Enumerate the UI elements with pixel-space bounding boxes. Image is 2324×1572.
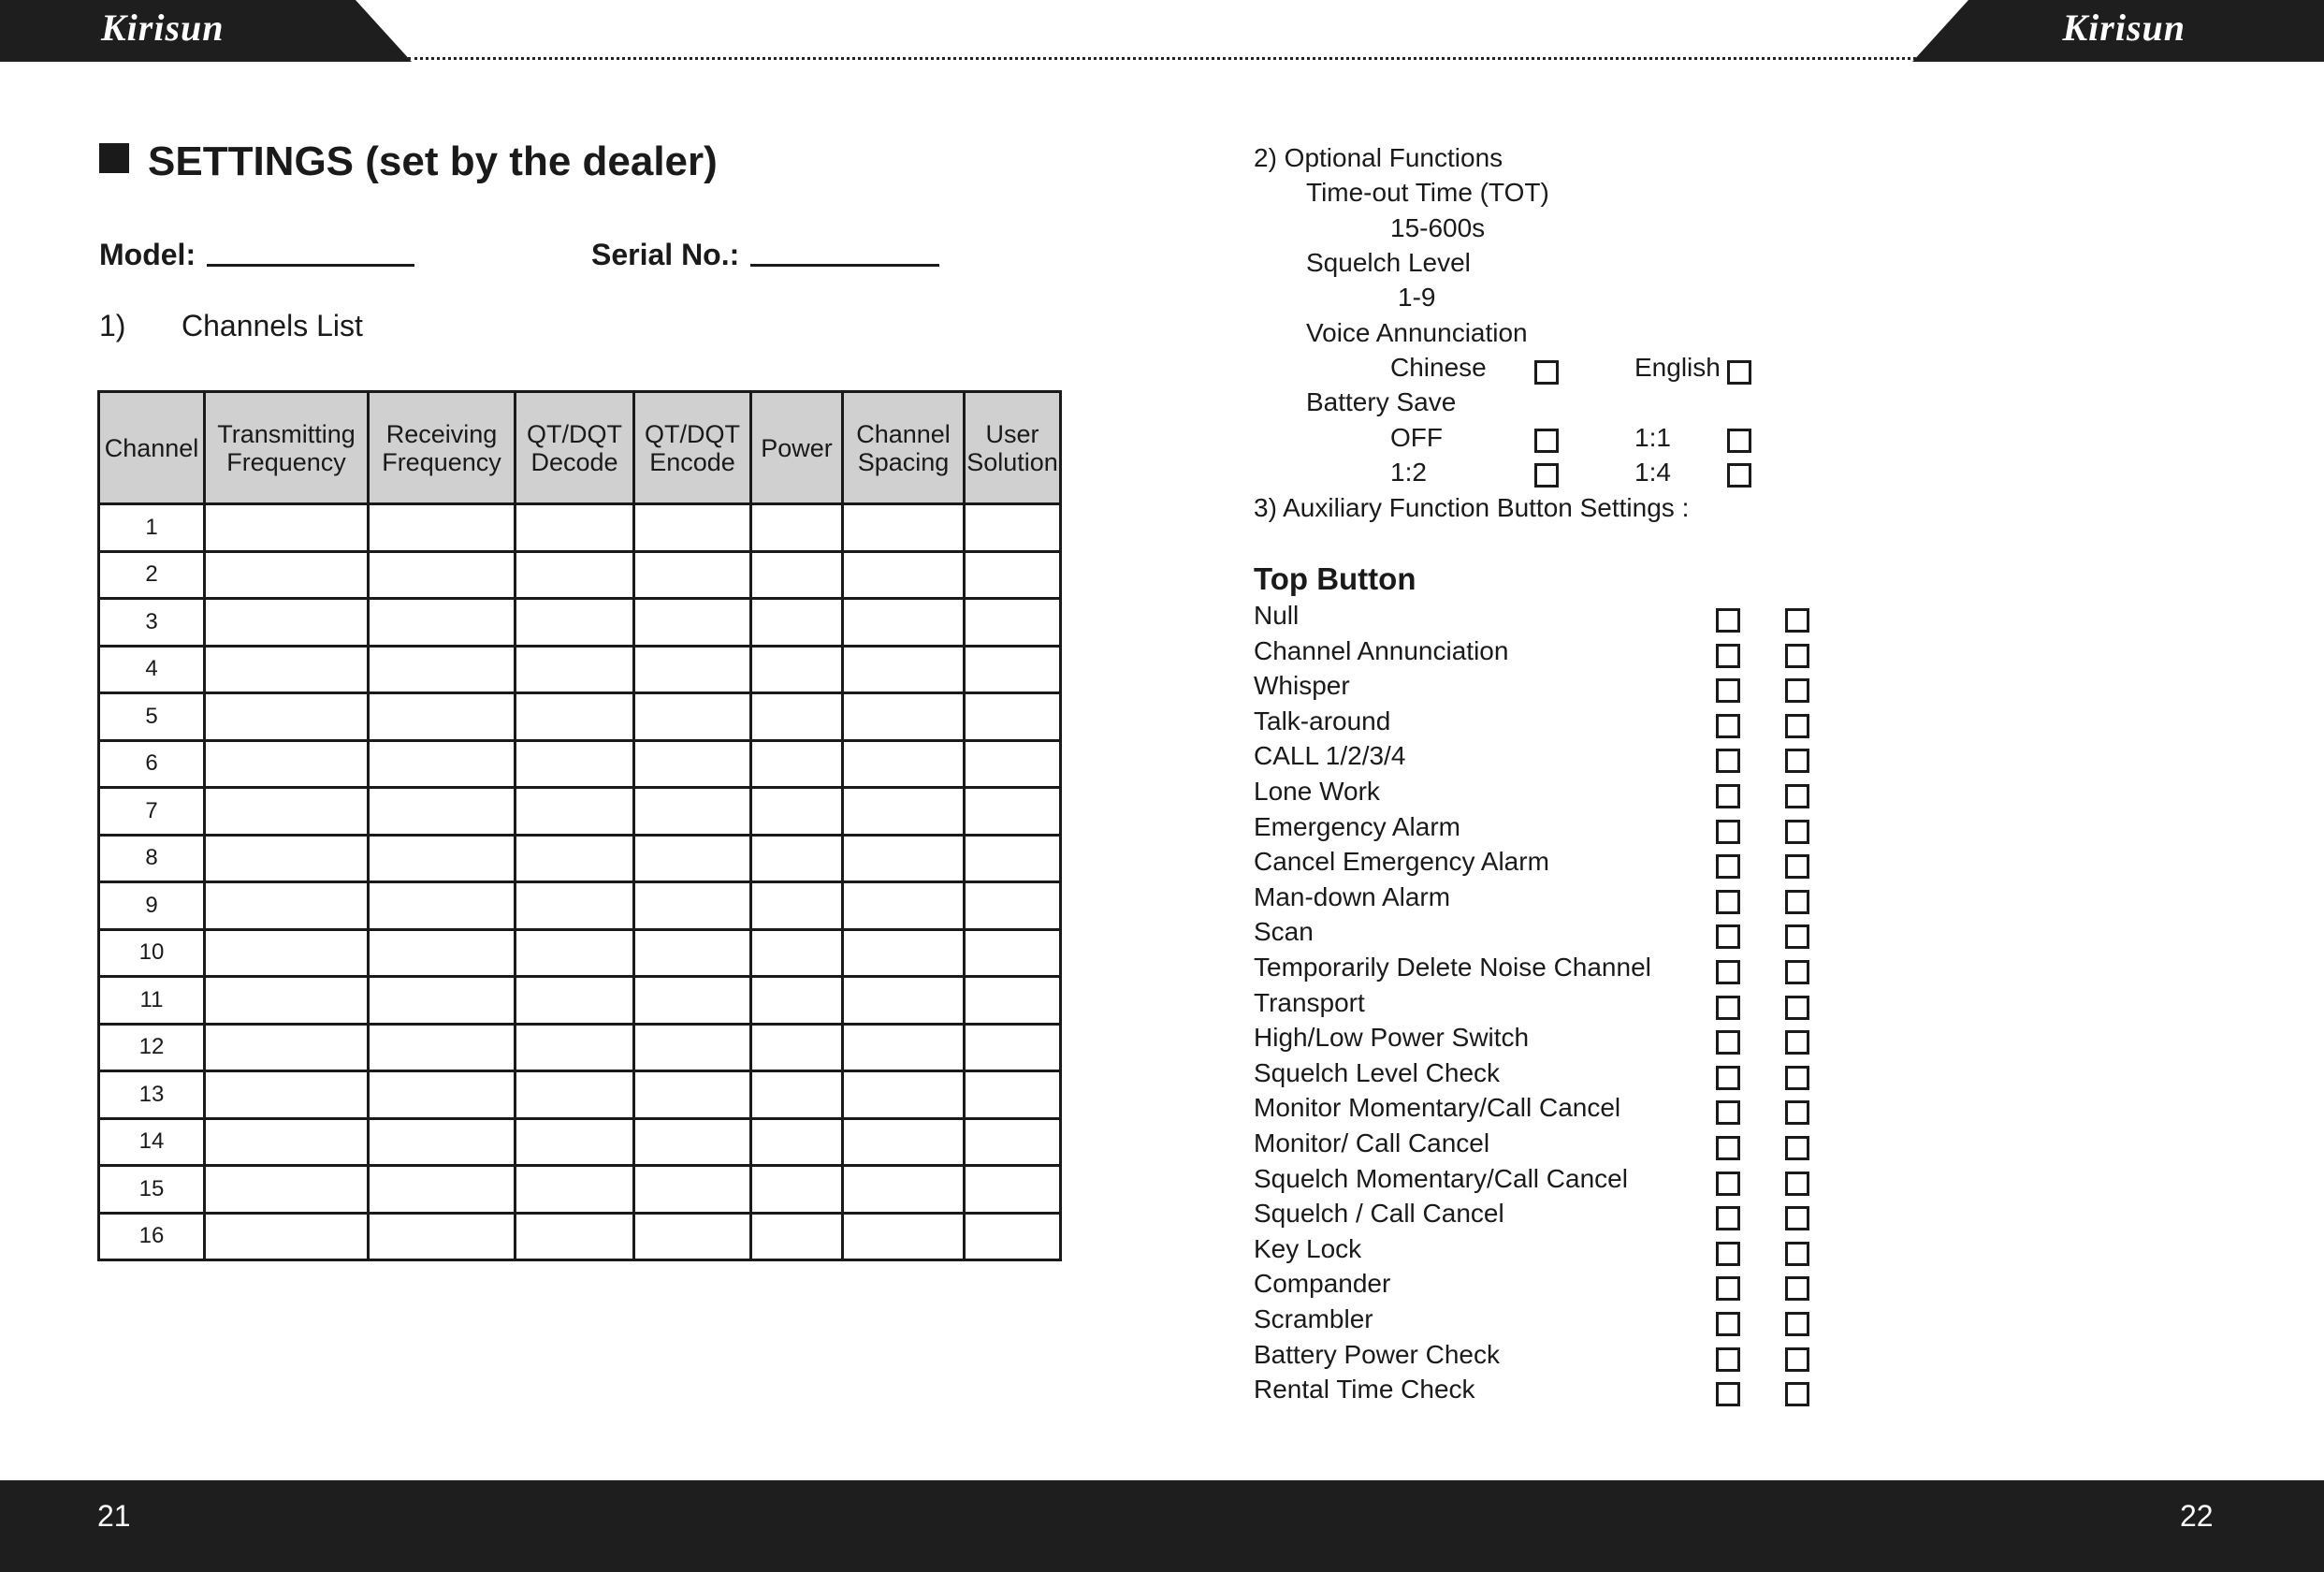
table-cell[interactable]	[634, 646, 751, 693]
table-cell[interactable]	[843, 977, 965, 1025]
top-button-item-label: Null	[1254, 601, 1300, 630]
top-button-checkbox-b[interactable]	[1785, 784, 1809, 808]
top-button-checkbox-a[interactable]	[1716, 1382, 1740, 1406]
top-button-checkbox-b[interactable]	[1785, 714, 1809, 738]
column-header: QT/DQT Encode	[634, 392, 751, 504]
table-row	[99, 835, 1061, 882]
section-1-number: 1)	[99, 309, 126, 342]
table-cell[interactable]	[205, 1213, 369, 1260]
top-button-checkbox-b[interactable]	[1785, 1172, 1809, 1196]
top-button-item-label: Lone Work	[1254, 777, 1380, 806]
top-button-checkbox-b[interactable]	[1785, 644, 1809, 668]
column-header: Receiving Frequency	[369, 392, 516, 504]
table-cell[interactable]	[965, 1118, 1061, 1166]
brand-logo-right: Kirisun	[2062, 7, 2186, 49]
table-cell[interactable]	[205, 1118, 369, 1166]
top-button-checkbox-b[interactable]	[1785, 1347, 1809, 1372]
table-header-row	[99, 392, 1061, 504]
top-button-checkbox-b[interactable]	[1785, 1276, 1809, 1301]
table-cell[interactable]	[634, 1024, 751, 1071]
top-button-checkbox-a[interactable]	[1716, 1312, 1740, 1336]
table-cell[interactable]	[843, 693, 965, 741]
table-cell[interactable]	[369, 693, 516, 741]
top-button-checkbox-a[interactable]	[1716, 1066, 1740, 1090]
table-cell[interactable]	[205, 551, 369, 599]
serial-label: Serial No.:	[591, 238, 740, 271]
serial-field	[591, 238, 939, 272]
top-button-checkbox-a[interactable]	[1716, 820, 1740, 844]
channel-number-cell: 1	[99, 504, 205, 552]
top-button-checkbox-a[interactable]	[1716, 1100, 1740, 1125]
table-cell[interactable]	[843, 835, 965, 882]
top-button-checkbox-a[interactable]	[1716, 960, 1740, 984]
voice-chinese-label: Chinese	[1390, 353, 1487, 382]
table-cell[interactable]	[634, 740, 751, 788]
top-button-item-label: Man-down Alarm	[1254, 881, 1451, 911]
top-button-item-label: Scrambler	[1254, 1304, 1373, 1333]
table-cell[interactable]	[751, 740, 843, 788]
top-button-item-label: Squelch / Call Cancel	[1254, 1199, 1504, 1229]
top-button-item-label: Whisper	[1254, 671, 1350, 701]
table-cell[interactable]	[516, 977, 634, 1025]
page-number-left: 21	[97, 1499, 131, 1533]
table-cell[interactable]	[634, 977, 751, 1025]
section-1-label: Channels List	[182, 309, 363, 342]
top-button-item-label: Squelch Momentary/Call Cancel	[1254, 1163, 1628, 1193]
table-cell[interactable]	[965, 599, 1061, 647]
table-cell[interactable]	[516, 929, 634, 977]
column-header: User Solution	[965, 392, 1061, 504]
table-cell[interactable]	[965, 977, 1061, 1025]
top-button-item-label: Squelch Level Check	[1254, 1057, 1501, 1087]
channel-number-cell: 8	[99, 835, 205, 882]
table-cell[interactable]	[634, 1071, 751, 1119]
voice-chinese-checkbox[interactable]	[1534, 360, 1559, 385]
top-button-item-label: Battery Power Check	[1254, 1339, 1500, 1369]
column-header: Channel	[99, 392, 205, 504]
table-cell[interactable]	[369, 1071, 516, 1119]
tot-label: Time-out Time (TOT)	[1306, 178, 1549, 207]
top-button-checkbox-b[interactable]	[1785, 1066, 1809, 1090]
table-cell[interactable]	[965, 504, 1061, 552]
serial-blank-line	[750, 245, 939, 267]
table-cell[interactable]	[634, 693, 751, 741]
channel-number-cell: 2	[99, 551, 205, 599]
voice-english-label: English	[1634, 353, 1721, 382]
top-button-checkbox-b[interactable]	[1785, 820, 1809, 844]
top-button-checkbox-b[interactable]	[1785, 1100, 1809, 1125]
channel-number-cell: 13	[99, 1071, 205, 1119]
table-cell[interactable]	[634, 504, 751, 552]
table-row	[99, 788, 1061, 836]
table-cell[interactable]	[843, 1071, 965, 1119]
table-cell[interactable]	[516, 551, 634, 599]
table-cell[interactable]	[516, 1071, 634, 1119]
top-button-checkbox-a[interactable]	[1716, 644, 1740, 668]
optional-functions-title: 2) Optional Functions	[1254, 143, 1503, 172]
table-cell[interactable]	[965, 1213, 1061, 1260]
top-button-checkbox-a[interactable]	[1716, 784, 1740, 808]
table-row	[99, 740, 1061, 788]
table-cell[interactable]	[965, 788, 1061, 836]
table-cell[interactable]	[369, 504, 516, 552]
table-cell[interactable]	[369, 551, 516, 599]
top-button-checkbox-b[interactable]	[1785, 854, 1809, 879]
top-button-checkbox-b[interactable]	[1785, 749, 1809, 773]
table-cell[interactable]	[965, 1166, 1061, 1214]
battery-1-1-label: 1:1	[1634, 423, 1671, 452]
table-cell[interactable]	[751, 1118, 843, 1166]
top-button-checkbox-b[interactable]	[1785, 1206, 1809, 1230]
table-cell[interactable]	[516, 882, 634, 930]
top-button-item-label: Compander	[1254, 1269, 1391, 1299]
top-button-checkbox-a[interactable]	[1716, 749, 1740, 773]
table-cell[interactable]	[516, 1024, 634, 1071]
table-cell[interactable]	[205, 835, 369, 882]
battery-save-label: Battery Save	[1306, 387, 1457, 416]
battery-off-label: OFF	[1390, 423, 1443, 452]
channel-number-cell: 3	[99, 599, 205, 647]
table-cell[interactable]	[751, 929, 843, 977]
table-cell[interactable]	[751, 504, 843, 552]
table-row	[99, 504, 1061, 552]
channel-number-cell: 14	[99, 1118, 205, 1166]
page-title	[99, 138, 718, 185]
table-cell[interactable]	[751, 551, 843, 599]
table-cell[interactable]	[205, 504, 369, 552]
top-button-item-label: Transport	[1254, 987, 1365, 1017]
table-cell[interactable]	[751, 1213, 843, 1260]
top-button-checkbox-a[interactable]	[1716, 1030, 1740, 1055]
table-cell[interactable]	[516, 599, 634, 647]
table-cell[interactable]	[634, 882, 751, 930]
table-cell[interactable]	[751, 788, 843, 836]
table-cell[interactable]	[205, 1071, 369, 1119]
table-row	[99, 1071, 1061, 1119]
table-cell[interactable]	[369, 788, 516, 836]
table-row	[99, 882, 1061, 930]
table-row	[99, 646, 1061, 693]
table-cell[interactable]	[843, 882, 965, 930]
table-cell[interactable]	[205, 1166, 369, 1214]
channel-number-cell: 7	[99, 788, 205, 836]
table-cell[interactable]	[516, 835, 634, 882]
aux-function-title: 3) Auxiliary Function Button Settings :	[1254, 493, 1690, 522]
table-row	[99, 929, 1061, 977]
top-button-item-label: Channel Annunciation	[1254, 635, 1509, 665]
table-cell[interactable]	[634, 1166, 751, 1214]
table-cell[interactable]	[369, 740, 516, 788]
column-header: Power	[751, 392, 843, 504]
table-cell[interactable]	[516, 788, 634, 836]
top-button-checkbox-b[interactable]	[1785, 1136, 1809, 1160]
channel-number-cell: 12	[99, 1024, 205, 1071]
table-cell[interactable]	[369, 835, 516, 882]
model-label: Model:	[99, 238, 196, 271]
table-cell[interactable]	[965, 1024, 1061, 1071]
top-button-checkbox-a[interactable]	[1716, 1136, 1740, 1160]
channel-number-cell: 15	[99, 1166, 205, 1214]
brand-logo-left: Kirisun	[101, 7, 225, 49]
top-button-checkbox-b[interactable]	[1785, 924, 1809, 949]
top-button-checkbox-b[interactable]	[1785, 960, 1809, 984]
top-button-item-label: High/Low Power Switch	[1254, 1023, 1530, 1053]
table-cell[interactable]	[965, 693, 1061, 741]
top-button-checkbox-a[interactable]	[1716, 890, 1740, 914]
column-header: QT/DQT Decode	[516, 392, 634, 504]
top-button-checkbox-b[interactable]	[1785, 608, 1809, 633]
table-row	[99, 1118, 1061, 1166]
table-cell[interactable]	[965, 740, 1061, 788]
column-header: Channel Spacing	[843, 392, 965, 504]
table-cell[interactable]	[751, 835, 843, 882]
table-cell[interactable]	[965, 1071, 1061, 1119]
top-button-item-label: CALL 1/2/3/4	[1254, 741, 1406, 771]
channel-number-cell: 9	[99, 882, 205, 930]
top-button-checkbox-a[interactable]	[1716, 1206, 1740, 1230]
table-cell[interactable]	[205, 929, 369, 977]
top-button-checkbox-a[interactable]	[1716, 608, 1740, 633]
top-button-item-label: Key Lock	[1254, 1233, 1362, 1263]
top-button-checkbox-a[interactable]	[1716, 1242, 1740, 1266]
table-cell[interactable]	[516, 646, 634, 693]
top-button-checkbox-a[interactable]	[1716, 1276, 1740, 1301]
table-cell[interactable]	[516, 693, 634, 741]
page-header	[0, 0, 2324, 64]
table-cell[interactable]	[634, 788, 751, 836]
table-cell[interactable]	[843, 646, 965, 693]
table-cell[interactable]	[634, 835, 751, 882]
top-button-checkbox-b[interactable]	[1785, 1242, 1809, 1266]
table-cell[interactable]	[516, 1213, 634, 1260]
table-row	[99, 1213, 1061, 1260]
top-button-checkbox-a[interactable]	[1716, 996, 1740, 1020]
page-footer	[0, 1480, 2324, 1572]
channels-table	[97, 390, 1062, 1261]
top-button-checkbox-a[interactable]	[1716, 714, 1740, 738]
table-cell[interactable]	[205, 693, 369, 741]
voice-label: Voice Annunciation	[1306, 318, 1528, 347]
table-cell[interactable]	[205, 646, 369, 693]
table-cell[interactable]	[751, 1166, 843, 1214]
table-cell[interactable]	[205, 882, 369, 930]
bullet-square-icon	[99, 143, 129, 173]
table-cell[interactable]	[516, 1166, 634, 1214]
top-button-checkbox-a[interactable]	[1716, 1172, 1740, 1196]
top-button-checkbox-a[interactable]	[1716, 1347, 1740, 1372]
table-cell[interactable]	[205, 788, 369, 836]
column-header: Transmitting Frequency	[205, 392, 369, 504]
voice-english-checkbox[interactable]	[1727, 360, 1751, 385]
battery-1-2-label: 1:2	[1390, 458, 1427, 487]
top-button-title: Top Button	[1254, 561, 1416, 596]
channel-number-cell: 10	[99, 929, 205, 977]
table-row	[99, 1166, 1061, 1214]
battery-1-4-checkbox[interactable]	[1727, 463, 1751, 488]
table-cell[interactable]	[205, 740, 369, 788]
table-cell[interactable]	[205, 599, 369, 647]
channel-number-cell: 16	[99, 1213, 205, 1260]
top-button-checkbox-b[interactable]	[1785, 1312, 1809, 1336]
top-button-item-label: Talk-around	[1254, 706, 1391, 735]
table-cell[interactable]	[369, 929, 516, 977]
table-cell[interactable]	[205, 1024, 369, 1071]
table-cell[interactable]	[369, 882, 516, 930]
table-cell[interactable]	[965, 551, 1061, 599]
table-cell[interactable]	[751, 977, 843, 1025]
table-cell[interactable]	[843, 1024, 965, 1071]
top-button-checkbox-b[interactable]	[1785, 1382, 1809, 1406]
table-cell[interactable]	[369, 977, 516, 1025]
table-cell[interactable]	[843, 1166, 965, 1214]
channel-number-cell: 4	[99, 646, 205, 693]
table-row	[99, 977, 1061, 1025]
table-cell[interactable]	[369, 646, 516, 693]
table-cell[interactable]	[369, 1213, 516, 1260]
top-button-item-label: Monitor/ Call Cancel	[1254, 1128, 1490, 1157]
table-cell[interactable]	[843, 929, 965, 977]
top-button-checkbox-b[interactable]	[1785, 1030, 1809, 1055]
top-button-item-label: Emergency Alarm	[1254, 811, 1460, 841]
table-cell[interactable]	[751, 1024, 843, 1071]
top-button-checkbox-a[interactable]	[1716, 678, 1740, 703]
top-button-item-label: Monitor Momentary/Call Cancel	[1254, 1093, 1621, 1123]
channel-number-cell: 5	[99, 693, 205, 741]
channel-number-cell: 6	[99, 740, 205, 788]
table-cell[interactable]	[965, 835, 1061, 882]
battery-1-2-checkbox[interactable]	[1534, 463, 1559, 488]
table-cell[interactable]	[634, 929, 751, 977]
top-button-item-label: Temporarily Delete Noise Channel	[1254, 953, 1651, 982]
table-cell[interactable]	[205, 977, 369, 1025]
channel-number-cell: 11	[99, 977, 205, 1025]
table-cell[interactable]	[965, 882, 1061, 930]
table-cell[interactable]	[369, 1024, 516, 1071]
table-row	[99, 599, 1061, 647]
top-button-item-label: Rental Time Check	[1254, 1375, 1475, 1405]
table-cell[interactable]	[843, 740, 965, 788]
battery-1-1-checkbox[interactable]	[1727, 429, 1751, 453]
top-button-checkbox-a[interactable]	[1716, 924, 1740, 949]
page-number-right: 22	[2180, 1499, 2214, 1533]
table-cell[interactable]	[965, 646, 1061, 693]
table-cell[interactable]	[843, 1213, 965, 1260]
battery-1-4-label: 1:4	[1634, 458, 1671, 487]
table-cell[interactable]	[634, 551, 751, 599]
top-button-checkbox-a[interactable]	[1716, 854, 1740, 879]
table-cell[interactable]	[634, 599, 751, 647]
table-cell[interactable]	[751, 882, 843, 930]
table-row	[99, 1024, 1061, 1071]
table-cell[interactable]	[843, 788, 965, 836]
model-blank-line	[207, 245, 414, 267]
table-cell[interactable]	[516, 740, 634, 788]
table-cell[interactable]	[751, 1071, 843, 1119]
table-cell[interactable]	[843, 1118, 965, 1166]
page-title-text: SETTINGS (set by the dealer)	[148, 138, 718, 184]
top-button-checkbox-b[interactable]	[1785, 890, 1809, 914]
table-cell[interactable]	[751, 646, 843, 693]
battery-off-checkbox[interactable]	[1534, 429, 1559, 453]
tot-value: 15-600s	[1390, 213, 1486, 242]
table-cell[interactable]	[751, 693, 843, 741]
table-cell[interactable]	[369, 599, 516, 647]
top-button-item-label: Scan	[1254, 917, 1314, 947]
top-button-checkbox-b[interactable]	[1785, 996, 1809, 1020]
table-cell[interactable]	[751, 599, 843, 647]
table-cell[interactable]	[843, 504, 965, 552]
table-row	[99, 693, 1061, 741]
table-cell[interactable]	[965, 929, 1061, 977]
table-cell[interactable]	[369, 1166, 516, 1214]
table-cell[interactable]	[369, 1118, 516, 1166]
top-button-item-label: Cancel Emergency Alarm	[1254, 847, 1549, 877]
header-dotted-rule	[408, 57, 1916, 60]
top-button-checkbox-b[interactable]	[1785, 678, 1809, 703]
table-cell[interactable]	[843, 551, 965, 599]
table-cell[interactable]	[843, 599, 965, 647]
squelch-value: 1-9	[1398, 283, 1436, 312]
table-cell[interactable]	[634, 1213, 751, 1260]
table-cell[interactable]	[516, 504, 634, 552]
table-row	[99, 551, 1061, 599]
squelch-label: Squelch Level	[1306, 248, 1471, 277]
model-field	[99, 238, 414, 272]
table-cell[interactable]	[516, 1118, 634, 1166]
table-cell[interactable]	[634, 1118, 751, 1166]
